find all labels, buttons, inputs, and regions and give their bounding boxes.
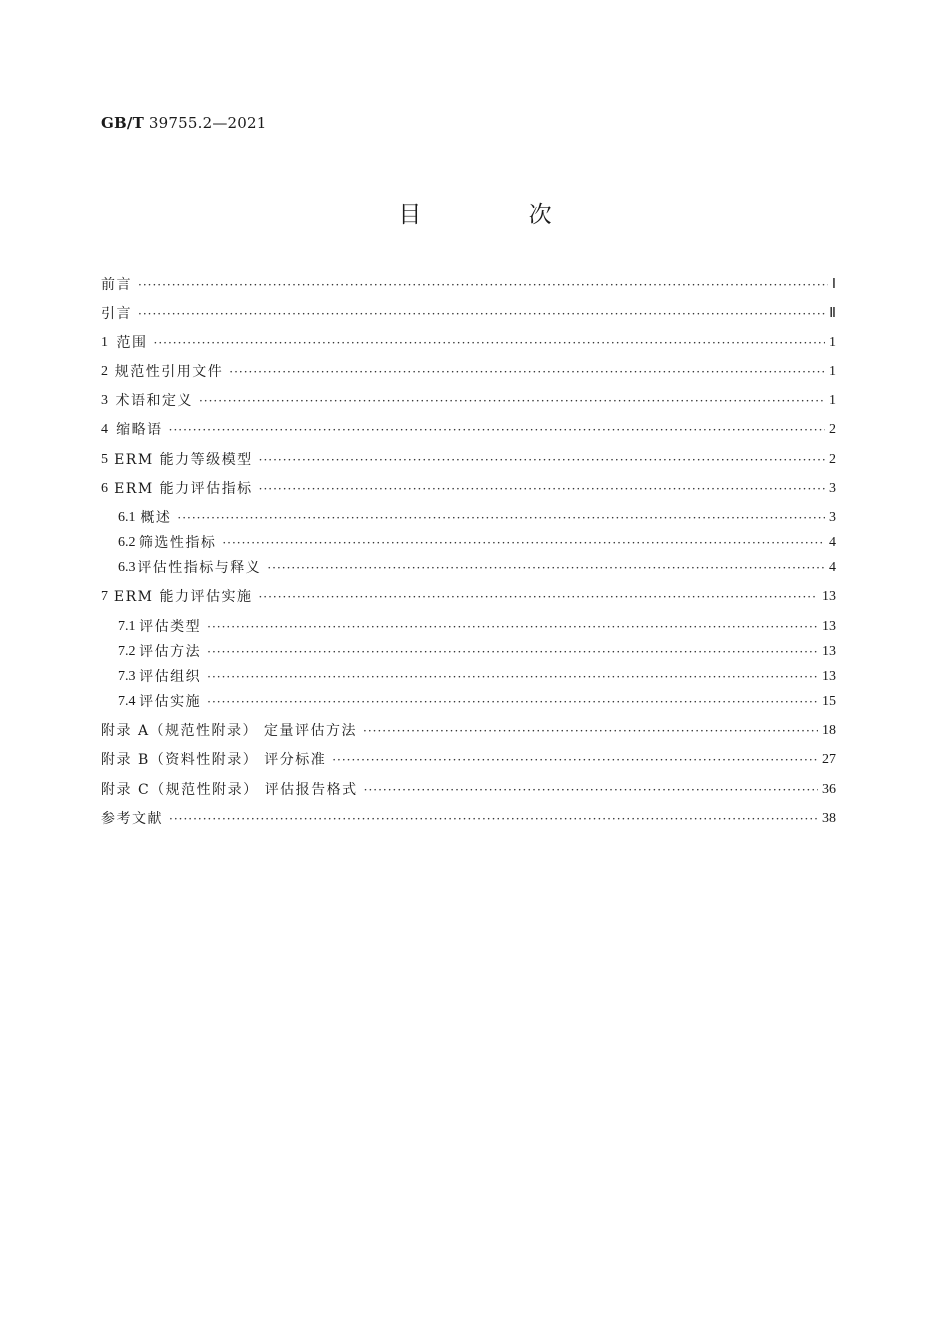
toc-entry-number: 7.1 bbox=[118, 619, 136, 634]
toc-entry-number: 6.3 bbox=[118, 560, 136, 575]
toc-entry-page: 2 bbox=[829, 422, 836, 437]
toc-entry-page: Ⅱ bbox=[829, 306, 836, 321]
toc-entry-number: 2 bbox=[101, 364, 108, 379]
dot-leader bbox=[169, 809, 818, 829]
dot-leader bbox=[207, 692, 818, 712]
toc-entry-label: 前言 bbox=[101, 277, 132, 293]
toc-entry-number: 6.1 bbox=[118, 510, 136, 525]
toc-entry[interactable] bbox=[101, 479, 836, 499]
page-title: 目 次 bbox=[398, 202, 602, 228]
toc-entry-page: 3 bbox=[829, 481, 836, 496]
dot-leader bbox=[154, 333, 826, 353]
toc-entry-label: 附录 B（资料性附录） 评分标准 bbox=[101, 752, 327, 768]
toc-entry-page: Ⅰ bbox=[831, 277, 836, 292]
toc-entry[interactable] bbox=[101, 420, 836, 440]
toc-entry-label: 缩略语 bbox=[116, 422, 163, 438]
toc-entry-page: 1 bbox=[829, 335, 836, 350]
toc-entry-label: 附录 A（规范性附录） 定量评估方法 bbox=[101, 723, 358, 739]
dot-leader bbox=[259, 479, 825, 499]
dot-leader bbox=[138, 304, 825, 324]
dot-leader bbox=[363, 721, 818, 741]
toc-entry-number: 7.3 bbox=[118, 669, 136, 684]
dot-leader bbox=[207, 617, 818, 637]
toc-entry-label: 评估组织 bbox=[139, 669, 202, 685]
dot-leader bbox=[364, 780, 818, 800]
toc-entry-label: 评估方法 bbox=[139, 644, 202, 660]
toc-entry-label: 评估实施 bbox=[139, 694, 202, 710]
toc-entry[interactable] bbox=[101, 587, 836, 607]
toc-entry[interactable] bbox=[118, 642, 836, 662]
toc-entry-label: 概述 bbox=[140, 510, 172, 526]
toc-entry[interactable] bbox=[101, 750, 836, 770]
toc-entry-label: 规范性引用文件 bbox=[114, 364, 224, 380]
toc-entry-page: 38 bbox=[822, 811, 836, 826]
toc-entry[interactable] bbox=[101, 362, 836, 382]
dot-leader bbox=[259, 450, 825, 470]
toc-entry[interactable] bbox=[118, 617, 836, 637]
toc-entry-number: 3 bbox=[101, 393, 108, 408]
toc-entry-label: ERM 能力评估指标 bbox=[114, 481, 253, 497]
toc-entry-number: 6 bbox=[101, 481, 108, 496]
toc-entry-number: 7 bbox=[101, 589, 108, 604]
toc-entry-label: ERM 能力等级模型 bbox=[114, 452, 253, 468]
toc-entry-page: 2 bbox=[829, 452, 836, 467]
toc-entry[interactable] bbox=[101, 450, 836, 470]
toc-entry-page: 3 bbox=[829, 510, 836, 525]
toc-entry[interactable] bbox=[118, 692, 836, 712]
standard-number: 39755.2—2021 bbox=[148, 114, 267, 132]
toc-entry-page: 18 bbox=[822, 723, 836, 738]
dot-leader bbox=[332, 750, 818, 770]
toc-entry-number: 6.2 bbox=[118, 535, 136, 550]
dot-leader bbox=[258, 587, 818, 607]
toc-entry-label: 参考文献 bbox=[101, 811, 163, 827]
toc-entry-label: 评估类型 bbox=[139, 619, 202, 635]
dot-leader bbox=[229, 362, 825, 382]
toc-entry-page: 13 bbox=[822, 644, 836, 659]
standard-prefix: GB/T bbox=[101, 114, 144, 132]
toc-entry-page: 36 bbox=[822, 782, 836, 797]
toc-entry-page: 1 bbox=[829, 364, 836, 379]
dot-leader bbox=[169, 420, 825, 440]
toc-entry[interactable] bbox=[101, 275, 836, 295]
toc-entry[interactable] bbox=[101, 391, 836, 411]
toc-entry-page: 4 bbox=[829, 535, 836, 550]
toc-entry-page: 27 bbox=[822, 752, 836, 767]
toc-entry-label: 范围 bbox=[116, 335, 148, 351]
toc-entry[interactable] bbox=[118, 533, 836, 553]
toc-entry[interactable] bbox=[101, 809, 836, 829]
dot-leader bbox=[222, 533, 825, 553]
toc-entry-number: 5 bbox=[101, 452, 108, 467]
toc-entry-page: 1 bbox=[829, 393, 836, 408]
toc-entry-label: ERM 能力评估实施 bbox=[113, 589, 253, 605]
dot-leader bbox=[207, 667, 818, 687]
toc-entry[interactable] bbox=[101, 780, 836, 800]
toc-entry-number: 7.4 bbox=[118, 694, 136, 709]
dot-leader bbox=[138, 275, 828, 295]
toc-entry-page: 4 bbox=[829, 560, 836, 575]
toc-entry[interactable] bbox=[118, 508, 836, 528]
dot-leader bbox=[199, 391, 825, 411]
toc-entry-number: 1 bbox=[101, 335, 108, 350]
toc-entry-label: 附录 C（规范性附录） 评估报告格式 bbox=[101, 782, 358, 798]
toc-entry-label: 筛选性指标 bbox=[138, 535, 217, 551]
toc-entry[interactable] bbox=[101, 333, 836, 353]
toc-entry-number: 4 bbox=[101, 422, 108, 437]
toc-entry-label: 评估性指标与释义 bbox=[137, 560, 262, 576]
dot-leader bbox=[207, 642, 818, 662]
toc-entry[interactable] bbox=[101, 721, 836, 741]
toc-entry-label: 引言 bbox=[101, 306, 132, 322]
toc-entry[interactable] bbox=[101, 304, 836, 324]
dot-leader bbox=[267, 558, 825, 578]
dot-leader bbox=[177, 508, 825, 528]
toc-entry-page: 15 bbox=[822, 694, 836, 709]
toc-entry-page: 13 bbox=[822, 619, 836, 634]
toc-entry-number: 7.2 bbox=[118, 644, 136, 659]
toc-entry[interactable] bbox=[118, 558, 836, 578]
toc-entry[interactable] bbox=[118, 667, 836, 687]
toc-entry-page: 13 bbox=[822, 669, 836, 684]
toc-entry-page: 13 bbox=[822, 589, 836, 604]
toc-entry-label: 术语和定义 bbox=[115, 393, 193, 409]
